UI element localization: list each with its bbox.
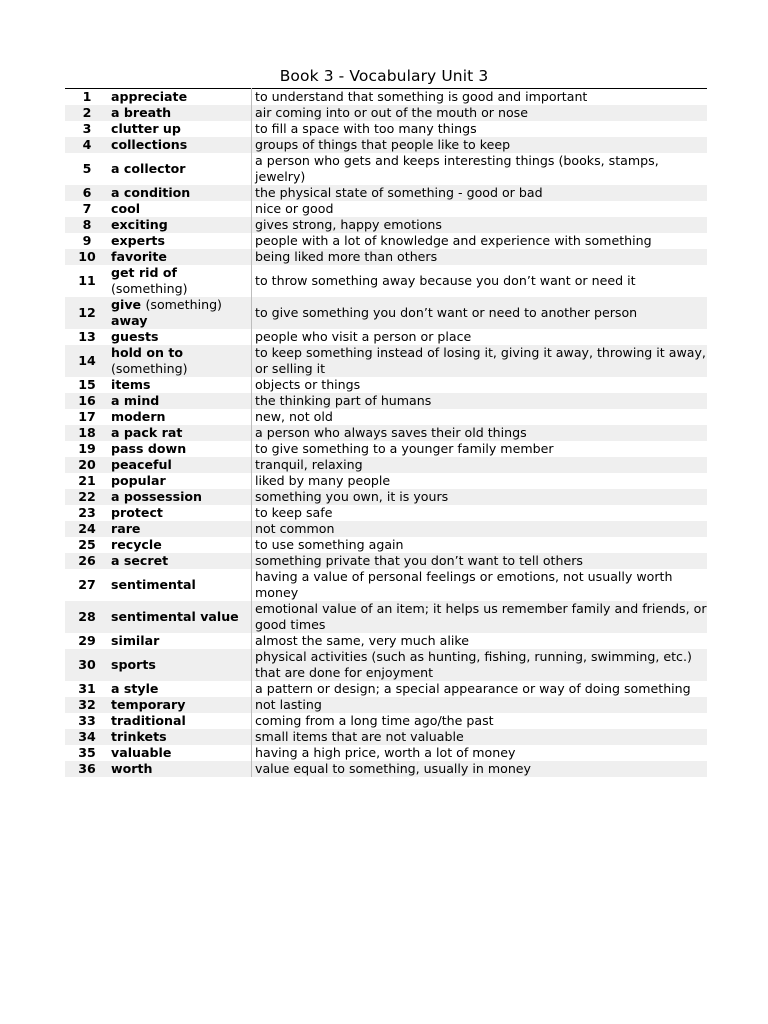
table-row [65,217,707,233]
table-row [65,681,707,697]
vocabulary-term [109,569,252,601]
table-row [65,553,707,569]
table-row [65,425,707,441]
row-number: 30 [65,649,109,681]
definition: having a high price, worth a lot of money [255,745,516,760]
row-number: 14 [65,345,109,377]
term-text: sports [111,657,156,672]
term-text: temporary [111,697,186,712]
table-row [65,329,707,345]
definition: the physical state of something - good or bad [252,185,708,201]
vocabulary-term [109,105,252,121]
vocabulary-term [109,713,252,729]
row-number: 22 [65,489,109,505]
vocabulary-term [109,425,252,441]
definition: physical activities (such as hunting, fishing, running, swimming, etc.) that are done for enjoyment [252,649,708,681]
row-number: 13 [78,329,96,344]
definition: to throw something away because you don’t want or need it [255,273,636,288]
definition: people with a lot of knowledge and experience with something [255,233,652,248]
row-number: 23 [78,505,96,520]
row-number: 28 [65,601,109,633]
table-row [65,185,707,201]
vocabulary-term [109,153,252,185]
table-row [65,249,707,265]
definition: new, not old [255,409,333,424]
term-text: experts [111,233,165,248]
term-text: a breath [111,105,172,120]
vocabulary-term [109,505,252,521]
table-row [65,345,707,377]
table-row [65,393,707,409]
vocabulary-term [109,441,252,457]
vocabulary-term [109,681,252,697]
row-number: 12 [65,297,109,329]
vocabulary-term [109,345,252,377]
definition: to keep safe [255,505,333,520]
table-row [65,201,707,217]
row-number: 35 [78,745,96,760]
term-text: similar [111,633,160,648]
term-text: trinkets [111,729,167,744]
vocabulary-term [109,649,252,681]
row-number: 3 [82,121,92,136]
term-text: worth [111,761,153,776]
table-row [65,153,707,185]
row-number: 19 [78,441,96,456]
row-number: 8 [65,217,109,233]
row-number: 34 [65,729,109,745]
table-row [65,697,707,713]
term-text: a mind [111,393,160,408]
table-row [65,569,707,601]
row-number: 5 [82,161,92,176]
definition: value equal to something, usually in money [252,761,708,777]
page-title: Book 3 - Vocabulary Unit 3 [279,67,489,85]
term-text: recycle [111,537,162,552]
vocabulary-term [109,457,252,473]
definition: to keep something instead of losing it, giving it away, throwing it away, or selling it [252,345,708,377]
definition: objects or things [255,377,361,392]
term-text: peaceful [111,457,172,472]
term-placeholder: (something) [111,281,188,296]
definition: nice or good [255,201,334,216]
term-text: popular [111,473,166,488]
definition: almost the same, very much alike [255,633,469,648]
vocabulary-table-body [65,89,707,778]
definition: coming from a long time ago/the past [255,713,494,728]
vocabulary-term [109,329,252,345]
term-text: favorite [111,249,167,264]
table-row [65,473,707,489]
vocabulary-term [109,409,252,425]
row-number: 32 [65,697,109,713]
term-text: items [111,377,151,392]
term-text: a pack rat [111,425,183,440]
definition: to understand that something is good and important [255,89,588,104]
vocabulary-term [109,489,252,505]
term-text: get rid of [111,265,178,280]
table-row [65,745,707,761]
table-row [65,297,707,329]
term-text: valuable [111,745,172,760]
definition: something private that you don’t want to tell others [252,553,708,569]
table-row [65,713,707,729]
row-number: 25 [78,537,96,552]
definition: groups of things that people like to keep [252,137,708,153]
definition: gives strong, happy emotions [252,217,708,233]
term-text: exciting [111,217,168,232]
vocabulary-term [109,697,252,713]
definition: small items that are not valuable [252,729,708,745]
term-text: a collector [111,161,186,176]
row-number: 31 [78,681,96,696]
vocabulary-term [109,745,252,761]
definition: a pattern or design; a special appearance or way of doing something [255,681,691,696]
definition: not lasting [252,697,708,713]
table-row [65,137,707,153]
term-text: hold on to [111,345,184,360]
vocabulary-term [109,553,252,569]
vocabulary-term [109,393,252,409]
table-row [65,441,707,457]
definition: to give something to a younger family member [255,441,554,456]
row-number: 20 [65,457,109,473]
vocabulary-term [109,377,252,393]
table-row [65,505,707,521]
row-number: 29 [78,633,96,648]
vocabulary-term [109,217,252,233]
term-text: collections [111,137,188,152]
row-number: 15 [78,377,96,392]
definition: the thinking part of humans [252,393,708,409]
table-row [65,105,707,121]
row-number: 21 [78,473,96,488]
vocabulary-table [65,88,707,777]
vocabulary-term [109,473,252,489]
row-number: 9 [82,233,92,248]
term-text: a secret [111,553,169,568]
table-row [65,601,707,633]
vocabulary-term [109,185,252,201]
term-text: cool [111,201,141,216]
table-row [65,489,707,505]
term-placeholder: (something) [111,361,188,376]
table-row [65,761,707,777]
definition: liked by many people [255,473,391,488]
term-text: a condition [111,185,191,200]
vocabulary-term [109,201,252,217]
definition: people who visit a person or place [255,329,472,344]
term-text: appreciate [111,89,188,104]
row-number: 36 [65,761,109,777]
vocabulary-term [109,121,252,137]
term-text: modern [111,409,166,424]
definition: something you own, it is yours [252,489,708,505]
vocabulary-term [109,601,252,633]
row-number: 4 [65,137,109,153]
row-number: 18 [65,425,109,441]
table-row [65,409,707,425]
definition: air coming into or out of the mouth or nose [252,105,708,121]
vocabulary-term [109,761,252,777]
vocabulary-term [109,729,252,745]
term-text: sentimental [111,577,196,592]
term-text: a possession [111,489,203,504]
vocabulary-term [109,633,252,649]
table-row [65,521,707,537]
definition: to fill a space with too many things [255,121,477,136]
row-number: 24 [65,521,109,537]
term-text: guests [111,329,159,344]
term-text: a style [111,681,159,696]
definition: having a value of personal feelings or emotions, not usually worth money [255,569,673,600]
row-number: 27 [78,577,96,592]
vocabulary-term [109,297,252,329]
table-row [65,457,707,473]
row-number: 10 [65,249,109,265]
table-row [65,233,707,249]
term-text: protect [111,505,163,520]
term-placeholder: (something) [145,297,222,312]
definition: to give something you don’t want or need to another person [252,297,708,329]
term-text: traditional [111,713,186,728]
row-number: 1 [82,89,92,104]
term-text: sentimental value [111,609,239,624]
term-text: give [111,297,146,312]
row-number: 11 [78,273,96,288]
definition: emotional value of an item; it helps us remember family and friends, or good times [252,601,708,633]
table-row [65,121,707,137]
term-text: rare [111,521,141,536]
table-row [65,649,707,681]
vocabulary-term [109,521,252,537]
vocabulary-term [109,265,252,297]
row-number: 2 [65,105,109,121]
row-number: 33 [78,713,96,728]
vocabulary-term [109,537,252,553]
table-row [65,633,707,649]
table-row [65,265,707,297]
vocabulary-term [109,233,252,249]
vocabulary-term [109,249,252,265]
term-text: clutter up [111,121,181,136]
table-row [65,377,707,393]
table-row [65,89,707,106]
term-text: pass down [111,441,187,456]
vocabulary-term [109,137,252,153]
term-text: away [111,313,148,328]
table-row [65,537,707,553]
vocabulary-term [109,89,252,106]
row-number: 16 [65,393,109,409]
row-number: 26 [65,553,109,569]
definition: a person who gets and keeps interesting things (books, stamps, jewelry) [255,153,659,184]
definition: to use something again [255,537,404,552]
row-number: 17 [78,409,96,424]
row-number: 6 [65,185,109,201]
definition: not common [252,521,708,537]
definition: tranquil, relaxing [252,457,708,473]
table-row [65,729,707,745]
definition: being liked more than others [252,249,708,265]
definition: a person who always saves their old things [252,425,708,441]
row-number: 7 [82,201,92,216]
